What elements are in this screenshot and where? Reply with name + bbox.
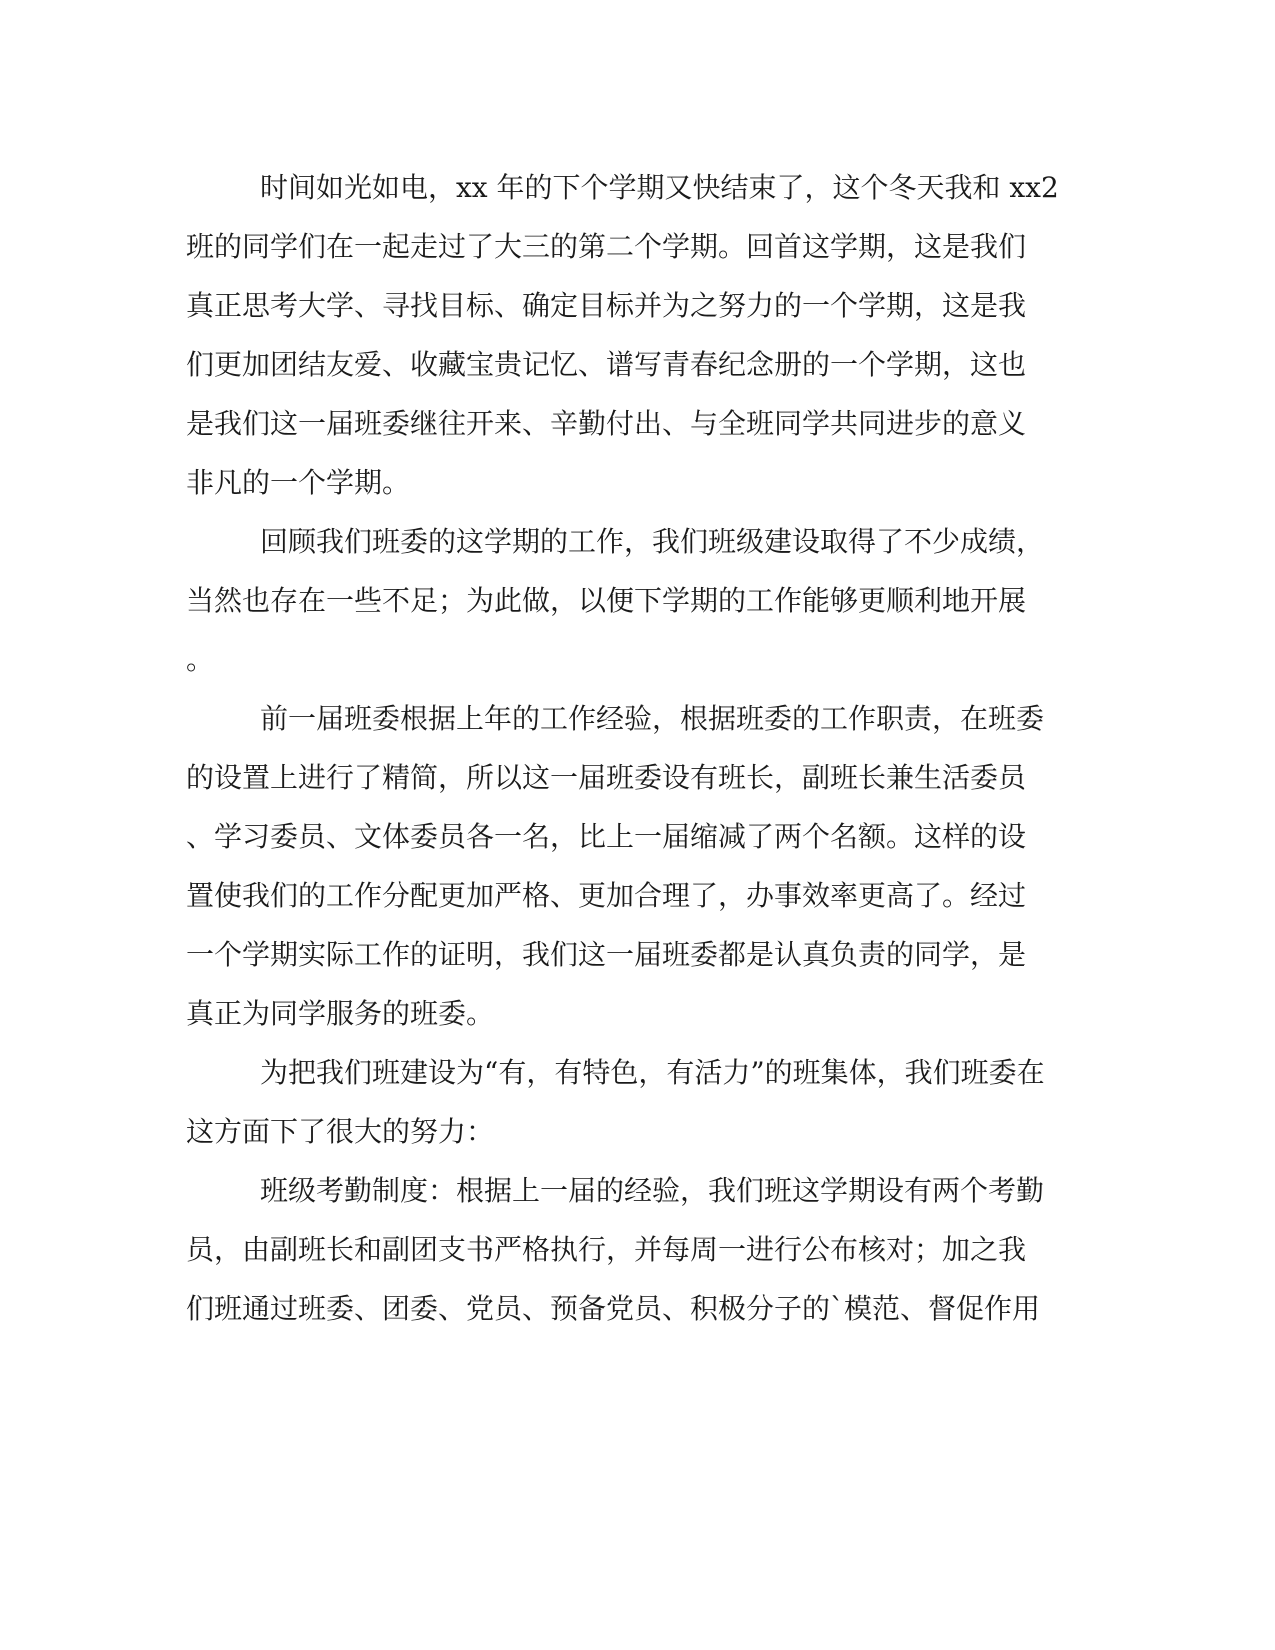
text-line: 们更加团结友爱、收藏宝贵记忆、谱写青春纪念册的一个学期，这也 bbox=[186, 348, 1027, 381]
text-line: 回顾我们班委的这学期的工作，我们班级建设取得了不少成绩， bbox=[260, 525, 1045, 558]
body-text bbox=[186, 158, 1066, 1338]
text-line: 前一届班委根据上年的工作经验，根据班委的工作职责，在班委 bbox=[260, 702, 1045, 735]
text-line: 班级考勤制度：根据上一届的经验，我们班这学期设有两个考勤 bbox=[260, 1174, 1045, 1207]
text-line: 非凡的一个学期。 bbox=[186, 466, 411, 499]
text-line: 班的同学们在一起走过了大三的第二个学期。回首这学期，这是我们 bbox=[186, 230, 1027, 263]
text-line: 、学习委员、文体委员各一名，比上一届缩减了两个名额。这样的设 bbox=[186, 820, 1027, 853]
text-line: 为把我们班建设为“有，有特色，有活力”的班集体，我们班委在 bbox=[260, 1056, 1045, 1089]
text-line: 们班通过班委、团委、党员、预备党员、积极分子的`模范、督促作用 bbox=[186, 1292, 1041, 1325]
text-line: 真正为同学服务的班委。 bbox=[186, 997, 495, 1030]
text-line: 的设置上进行了精简，所以这一届班委设有班长，副班长兼生活委员 bbox=[186, 761, 1027, 794]
text-line: 当然也存在一些不足；为此做，以便下学期的工作能够更顺利地开展 bbox=[186, 584, 1027, 617]
text-line: 这方面下了很大的努力： bbox=[186, 1115, 495, 1148]
text-line: 一个学期实际工作的证明，我们这一届班委都是认真负责的同学，是 bbox=[186, 938, 1027, 971]
text-line: 置使我们的工作分配更加严格、更加合理了，办事效率更高了。经过 bbox=[186, 879, 1027, 912]
text-line: 。 bbox=[186, 643, 215, 676]
text-line: 是我们这一届班委继往开来、辛勤付出、与全班同学共同进步的意义 bbox=[186, 407, 1027, 440]
text-line: 真正思考大学、寻找目标、确定目标并为之努力的一个学期，这是我 bbox=[186, 289, 1027, 322]
text-line: 时间如光如电，xx 年的下个学期又快结束了，这个冬天我和 xx2 bbox=[260, 171, 1059, 204]
text-line: 员，由副班长和副团支书严格执行，并每周一进行公布核对；加之我 bbox=[186, 1233, 1027, 1266]
